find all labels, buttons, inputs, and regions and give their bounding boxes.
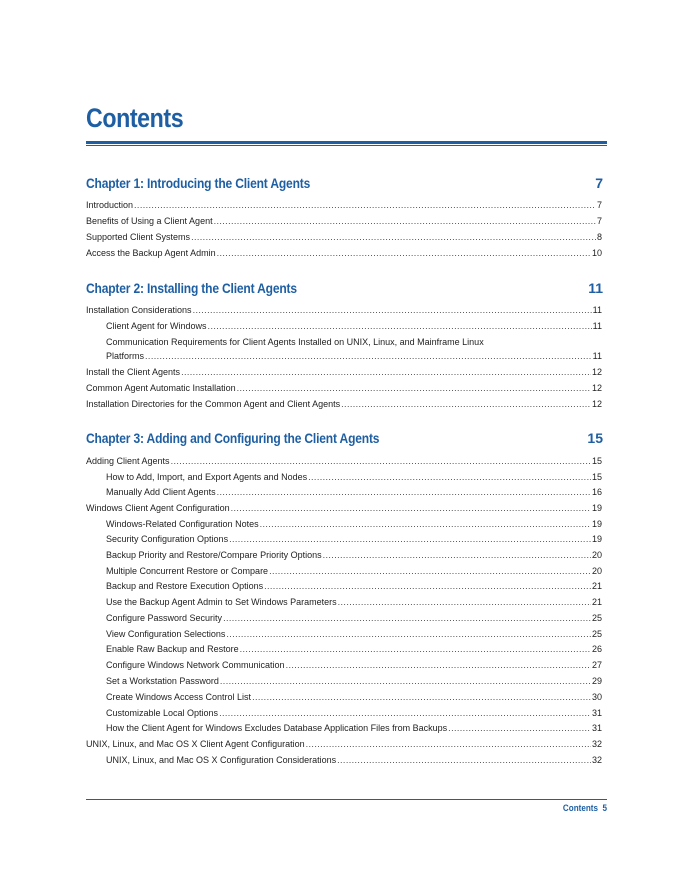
toc-entry-label: Configure Windows Network Communication bbox=[106, 660, 285, 670]
dot-leader bbox=[220, 675, 591, 687]
dot-leader bbox=[240, 643, 591, 655]
toc-entry-label: How the Client Agent for Windows Excludes Database Application Files from Backups bbox=[106, 723, 448, 733]
toc-entry-page: 20 bbox=[591, 550, 602, 560]
dot-leader bbox=[223, 612, 591, 624]
chapter-title: Chapter 2: Installing the Client Agents bbox=[86, 280, 297, 296]
toc-entry-page: 12 bbox=[591, 367, 602, 377]
toc-entry-page: 31 bbox=[591, 723, 602, 733]
toc-entry-label: Install the Client Agents bbox=[86, 367, 181, 377]
toc-entry-label: Access the Backup Agent Admin bbox=[86, 248, 216, 258]
toc-entry-page: 31 bbox=[591, 708, 602, 718]
toc-entry-page: 27 bbox=[591, 660, 602, 670]
dot-leader bbox=[134, 199, 596, 211]
toc-entry-label: Adding Client Agents bbox=[86, 456, 170, 466]
toc-entry-page: 19 bbox=[591, 519, 602, 529]
dot-leader bbox=[260, 518, 591, 530]
toc-entry-page: 19 bbox=[591, 503, 602, 513]
chapter-heading[interactable] bbox=[86, 280, 607, 300]
toc-entry-label: Windows Client Agent Configuration bbox=[86, 503, 230, 513]
dot-leader bbox=[337, 754, 591, 766]
toc-entry-line1: Communication Requirements for Client Agents Installed on UNIX, Linux, and Mainframe Linux bbox=[106, 337, 484, 347]
toc-entry[interactable] bbox=[106, 659, 602, 671]
footer-label: Contents bbox=[562, 803, 598, 813]
page-title: Contents bbox=[86, 103, 184, 133]
toc-entry-label: Installation Considerations bbox=[86, 305, 192, 315]
toc-entry[interactable] bbox=[86, 215, 602, 227]
toc-entry-page: 15 bbox=[591, 456, 602, 466]
toc-entry[interactable] bbox=[106, 691, 602, 703]
dot-leader bbox=[191, 231, 596, 243]
toc-entry-page: 11 bbox=[592, 305, 602, 315]
dot-leader bbox=[323, 549, 591, 561]
toc-entry-label: Security Configuration Options bbox=[106, 534, 229, 544]
chapter-page: 11 bbox=[588, 280, 603, 296]
chapter-page: 7 bbox=[595, 175, 603, 191]
toc-entry-page: 20 bbox=[591, 566, 602, 576]
toc-entry[interactable] bbox=[86, 199, 602, 211]
dot-leader bbox=[171, 455, 591, 467]
toc-entry[interactable] bbox=[106, 722, 602, 734]
toc-entry-page: 11 bbox=[592, 351, 602, 361]
dot-leader bbox=[286, 659, 591, 671]
dot-leader bbox=[193, 304, 592, 316]
toc-entry-label: UNIX, Linux, and Mac OS X Configuration Considerations bbox=[106, 755, 337, 765]
toc-entry[interactable] bbox=[86, 304, 602, 316]
toc-entry-label: Backup and Restore Execution Options bbox=[106, 581, 264, 591]
toc-entry[interactable] bbox=[106, 580, 602, 592]
toc-entry-label: Multiple Concurrent Restore or Compare bbox=[106, 566, 269, 576]
dot-leader bbox=[181, 366, 591, 378]
toc-entry-label: Manually Add Client Agents bbox=[106, 487, 216, 497]
toc-entry[interactable] bbox=[86, 455, 602, 467]
chapter-heading[interactable] bbox=[86, 175, 607, 195]
toc-entry-page: 25 bbox=[591, 613, 602, 623]
toc-entry-label: View Configuration Selections bbox=[106, 629, 226, 639]
toc-entry[interactable] bbox=[106, 707, 602, 719]
toc-entry-page: 15 bbox=[591, 472, 602, 482]
dot-leader bbox=[269, 565, 591, 577]
toc-entry[interactable] bbox=[106, 320, 602, 332]
toc-entry-page: 21 bbox=[591, 581, 602, 591]
toc-entry[interactable] bbox=[86, 366, 602, 378]
toc-entry[interactable] bbox=[86, 738, 602, 750]
dot-leader bbox=[264, 580, 591, 592]
toc-entry-page: 12 bbox=[591, 383, 602, 393]
dot-leader bbox=[231, 502, 591, 514]
toc-entry-label: Benefits of Using a Client Agent bbox=[86, 216, 213, 226]
chapter-page: 15 bbox=[587, 430, 603, 446]
toc-entry-label: Introduction bbox=[86, 200, 134, 210]
title-rule bbox=[86, 141, 607, 144]
toc-entry-page: 10 bbox=[591, 248, 602, 258]
toc-entry-page: 8 bbox=[596, 232, 602, 242]
toc-entry[interactable] bbox=[106, 350, 602, 362]
toc-entry-page: 12 bbox=[591, 399, 602, 409]
dot-leader bbox=[308, 471, 591, 483]
toc-entry-page: 7 bbox=[596, 200, 602, 210]
toc-entry[interactable] bbox=[106, 675, 602, 687]
page-footer bbox=[563, 803, 607, 813]
toc-entry[interactable] bbox=[86, 247, 602, 259]
toc-entry-page: 11 bbox=[592, 321, 602, 331]
toc-entry-page: 19 bbox=[591, 534, 602, 544]
toc-entry-label: Enable Raw Backup and Restore bbox=[106, 644, 239, 654]
toc-entry-label: Customizable Local Options bbox=[106, 708, 219, 718]
toc-entry-label: Installation Directories for the Common Agent and Client Agents bbox=[86, 399, 341, 409]
toc-entry-page: 26 bbox=[591, 644, 602, 654]
toc-entry-page: 32 bbox=[591, 739, 602, 749]
dot-leader bbox=[237, 382, 591, 394]
dot-leader bbox=[338, 596, 591, 608]
toc-entry[interactable] bbox=[106, 486, 602, 498]
dot-leader bbox=[217, 486, 591, 498]
dot-leader bbox=[252, 691, 591, 703]
chapter-title: Chapter 1: Introducing the Client Agents bbox=[86, 175, 311, 191]
toc-entry-label: Create Windows Access Control List bbox=[106, 692, 252, 702]
dot-leader bbox=[341, 398, 591, 410]
toc-entry-page: 25 bbox=[591, 629, 602, 639]
toc-entry[interactable] bbox=[106, 643, 602, 655]
toc-entry[interactable] bbox=[86, 398, 602, 410]
toc-entry-page: 7 bbox=[596, 216, 602, 226]
toc-entry-page: 21 bbox=[591, 597, 602, 607]
toc-entry-label: Use the Backup Agent Admin to Set Windows Parameters bbox=[106, 597, 337, 607]
toc-entry-page: 32 bbox=[591, 755, 602, 765]
footer-page-number: 5 bbox=[602, 803, 607, 813]
toc-entry[interactable] bbox=[106, 596, 602, 608]
toc-entry[interactable] bbox=[106, 518, 602, 530]
chapter-title: Chapter 3: Adding and Configuring the Client Agents bbox=[86, 430, 380, 446]
toc-entry-label: Client Agent for Windows bbox=[106, 321, 207, 331]
toc-entry[interactable] bbox=[86, 231, 602, 243]
toc-entry-label: UNIX, Linux, and Mac OS X Client Agent Configuration bbox=[86, 739, 305, 749]
dot-leader bbox=[208, 320, 592, 332]
toc-entry[interactable] bbox=[106, 628, 602, 640]
toc-entry-label: How to Add, Import, and Export Agents and Nodes bbox=[106, 472, 308, 482]
title-rule-thin bbox=[86, 145, 607, 146]
toc-entry-label: Windows-Related Configuration Notes bbox=[106, 519, 259, 529]
dot-leader bbox=[229, 533, 591, 545]
toc-entry-page: 29 bbox=[591, 676, 602, 686]
toc-entry[interactable] bbox=[86, 382, 602, 394]
toc-entry-label: Set a Workstation Password bbox=[106, 676, 219, 686]
toc-entry-page: 16 bbox=[591, 487, 602, 497]
toc-entry-label: Backup Priority and Restore/Compare Priority Options bbox=[106, 550, 322, 560]
toc-entry[interactable] bbox=[106, 471, 602, 483]
toc-entry[interactable] bbox=[106, 549, 602, 561]
toc-entry[interactable] bbox=[106, 533, 602, 545]
toc-entry-label: Configure Password Security bbox=[106, 613, 223, 623]
toc-entry-page: 30 bbox=[591, 692, 602, 702]
toc-entry[interactable] bbox=[86, 502, 602, 514]
toc-entry-label: Common Agent Automatic Installation bbox=[86, 383, 236, 393]
toc-entry-label: Supported Client Systems bbox=[86, 232, 191, 242]
dot-leader bbox=[219, 707, 591, 719]
toc-entry[interactable] bbox=[106, 754, 602, 766]
dot-leader bbox=[145, 350, 592, 362]
dot-leader bbox=[217, 247, 591, 259]
footer-rule bbox=[86, 799, 607, 800]
chapter-heading[interactable] bbox=[86, 430, 607, 450]
toc-entry[interactable] bbox=[106, 612, 602, 624]
toc-entry[interactable] bbox=[106, 565, 602, 577]
dot-leader bbox=[306, 738, 591, 750]
dot-leader bbox=[214, 215, 596, 227]
dot-leader bbox=[226, 628, 591, 640]
toc-entry-label: Platforms bbox=[106, 351, 145, 361]
dot-leader bbox=[448, 722, 591, 734]
